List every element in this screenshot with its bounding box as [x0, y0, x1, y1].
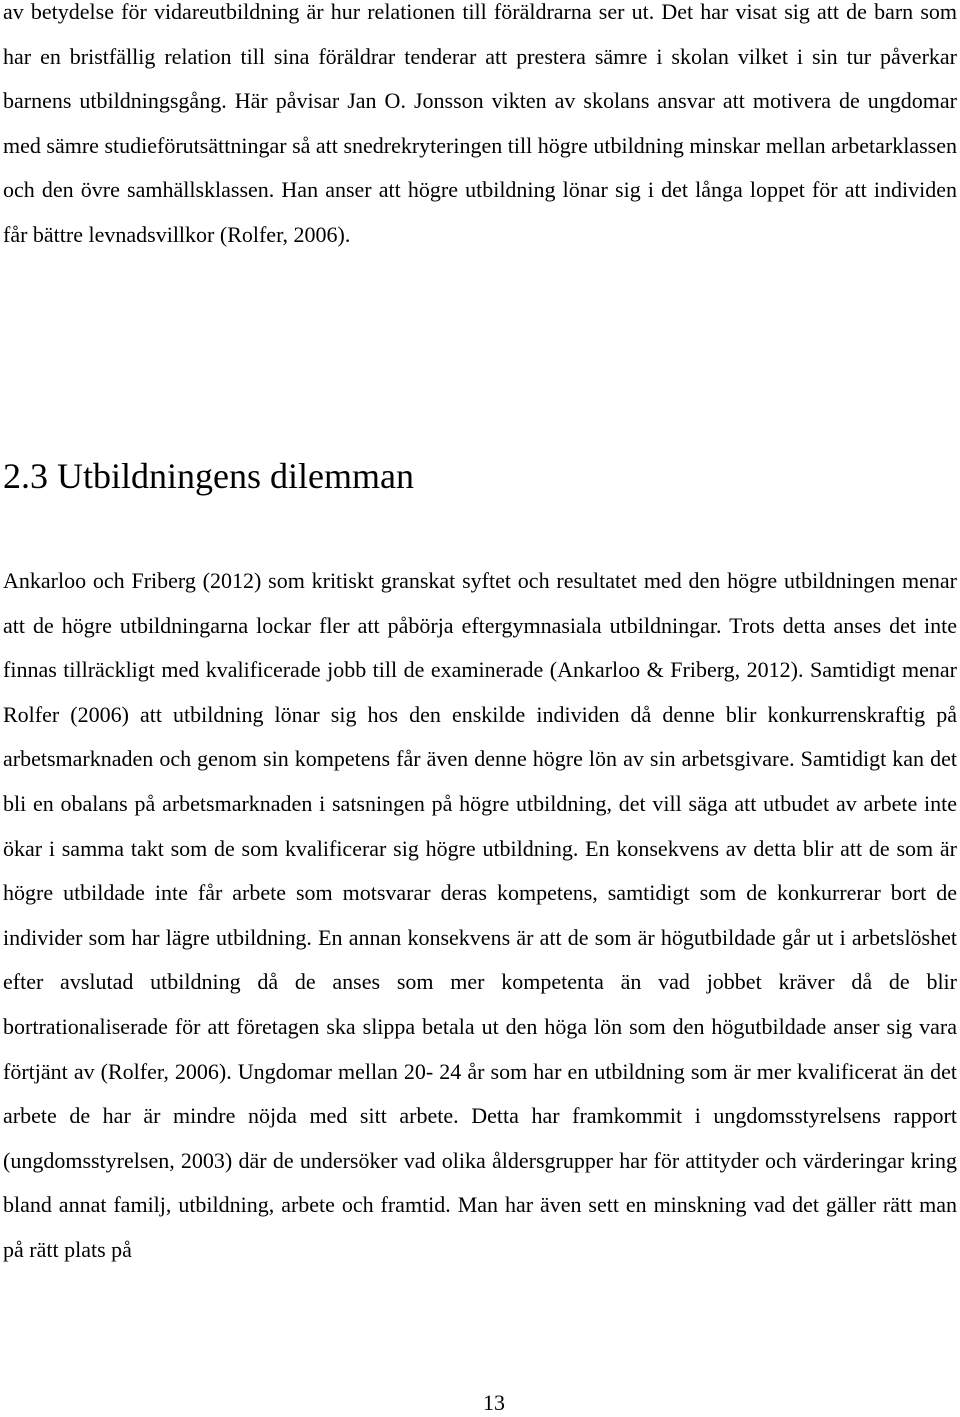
body-paragraph-1: av betydelse för vidareutbildning är hur relationen till föräldrarna ser ut. Det har visat sig att de barn som har en bristfällig relation till sina föräldrar tenderar att prestera sämre i skolan vilket i sin tur påverkar barnens utbildningsgång. Här påvisar Jan O. Jonsson vikten av skolans ansvar att motivera de ungdomar med sämre studieförutsättningar så att snedrekryteringen till högre utbildning minskar mellan arbetarklassen och den övre samhällsklassen. Han anser att högre utbildning lönar sig i det långa loppet för att individen får bättre levnadsvillkor (Rolfer, 2006). [3, 0, 957, 247]
page-number: 13 [483, 1390, 505, 1415]
body-paragraph-2: Ankarloo och Friberg (2012) som kritiskt granskat syftet och resultatet med den högre utbildningen menar att de högre utbildningarna lockar fler att påbörja eftergymnasiala utbildningar. Trots detta anses det inte finnas tillräckligt med kvalificerade jobb till de examinerade (Ankarloo & Friberg, 2012). Samtidigt menar Rolfer (2006) att utbildning lönar sig hos den enskilde individen då denne blir konkurrenskraftig på arbetsmarknaden och genom sin kompetens får även denne högre lön av sin arbetsgivare. Samtidigt kan det bli en obalans på arbetsmarknaden i satsningen på högre utbildning, det vill säga att utbudet av arbete inte ökar i samma takt som de som kvalificerar sig högre utbildning. En konsekvens av detta blir att de som är högre utbildade inte får arbete som motsvarar deras kompetens, samtidigt som de konkurrerar bort de individer som har lägre utbildning. En annan konsekvens är att de som är högutbildade går ut i arbetslöshet efter avslutad utbildning då de anses som mer kompetenta än vad jobbet kräver då de blir bortrationaliserade för att företagen ska slippa betala ut den höga lön som den högutbildade anser sig vara förtjänt av (Rolfer, 2006). Ungdomar mellan 20- 24 år som har en utbildning som är mer kvalificerat än det arbete de har är mindre nöjda med sitt arbete. Detta har framkommit i ungdomsstyrelsens rapport (ungdomsstyrelsen, 2003) där de undersöker vad olika åldersgrupper har för attityder och värderingar kring bland annat familj, utbildning, arbete och framtid. Man har även sett en minskning vad det gäller rätt man på rätt plats på [3, 568, 957, 1262]
section-heading: 2.3 Utbildningens dilemman [3, 456, 414, 496]
